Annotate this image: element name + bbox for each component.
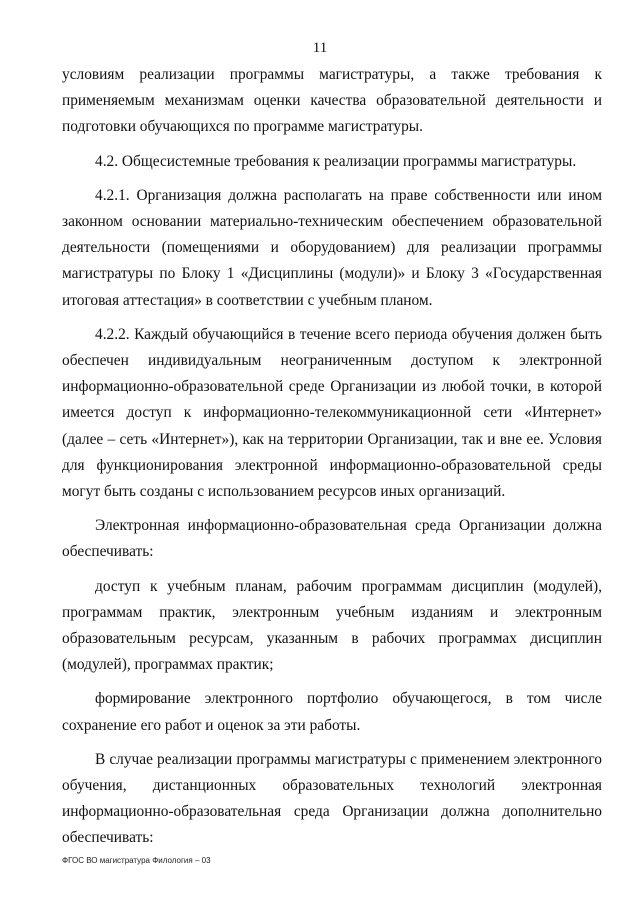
paragraph-access-item: доступ к учебным планам, рабочим программам дисциплин (модулей), программам практик, электронным учебным изданиям и электронным образовательным ресурсам, указанным в рабочих программах дисциплин (модулей), программах практик; bbox=[62, 577, 602, 674]
page-number: 11 bbox=[312, 40, 328, 56]
paragraph-distance-learning: В случае реализации программы магистратуры с применением электронного обучения, дистанционных образовательных технологий электронная информационно-образовательная среда Организации должна дополнительно обеспечивать: bbox=[62, 750, 602, 847]
document-body bbox=[62, 62, 602, 852]
paragraph-section-4-2: 4.2. Общесистемные требования к реализации программы магистратуры. bbox=[95, 152, 577, 170]
paragraph-continuation: условиям реализации программы магистратуры, а также требования к применяемым механизмам оценки качества образовательной деятельности и подготовки обучающихся по программе магистратуры. bbox=[62, 66, 602, 136]
paragraph-section-4-2-1: 4.2.1. Организация должна располагать на праве собственности или ином законном основании материально-техническим обеспечением образовательной деятельности (помещениями и оборудованием) для реализации программы магистратуры по Блоку 1 «Дисциплины (модули)» и Блоку 3 «Государственная итоговая аттестация» в соответствии с учебным планом. bbox=[62, 186, 602, 309]
paragraph-eios-requirements: Электронная информационно-образовательная среда Организации должна обеспечивать: bbox=[62, 517, 602, 561]
paragraph-section-4-2-2: 4.2.2. Каждый обучающийся в течение всего периода обучения должен быть обеспечен индивидуальным неограниченным доступом к электронной информационно-образовательной среде Организации из любой точки, в которой имеется доступ к информационно-телекоммуникационной сети «Интернет» (далее – сеть «Интернет»), как на территории Организации, так и вне ее. Условия для функционирования электронной информационно-образовательной среды могут быть созданы с использованием ресурсов иных организаций. bbox=[62, 325, 602, 501]
document-footer: ФГОС ВО магистратура Филология – 03 bbox=[62, 856, 211, 865]
paragraph-portfolio-item: формирование электронного портфолио обучающегося, в том числе сохранение его работ и оценок за эти работы. bbox=[62, 690, 602, 734]
